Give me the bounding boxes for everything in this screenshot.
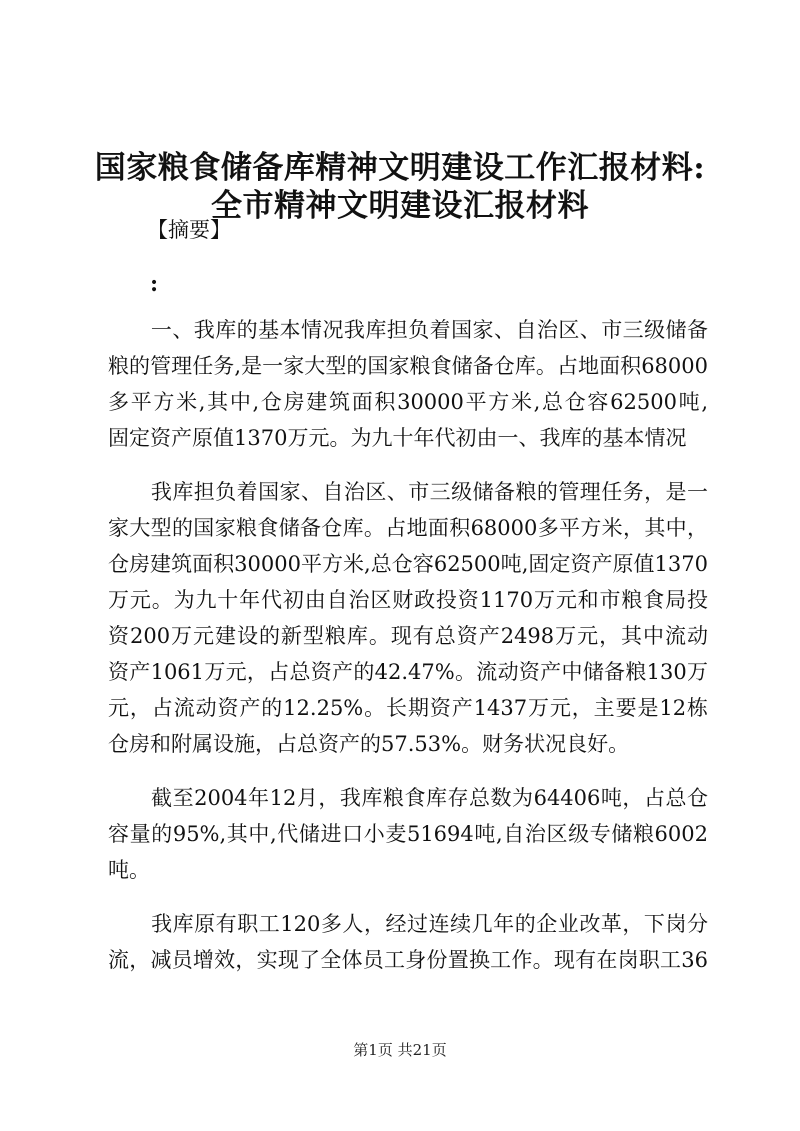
page-footer: 第1页 共21页: [353, 1041, 447, 1059]
body-line: 流，减员增效，实现了全体员工身份置换工作。现有在岗职工36: [108, 948, 708, 972]
body-line: 一、我库的基本情况我库担负着国家、自治区、市三级储备: [108, 318, 708, 342]
body-line: 仓房和附属设施，占总资产的57.53%。财务状况良好。: [108, 732, 630, 756]
body-line: 固定资产原值1370万元。为九十年代初由一、我库的基本情况: [108, 426, 687, 450]
body-line: 资200万元建设的新型粮库。现有总资产2498万元，其中流动: [108, 624, 708, 648]
body-line: 容量的95%,其中,代储进口小麦51694吨,自治区级专储粮6002: [108, 822, 708, 846]
body-line: 家大型的国家粮食储备仓库。占地面积68000多平方米，其中，: [108, 516, 708, 540]
abstract-colon: :: [150, 271, 159, 297]
body-line: 粮的管理任务,是一家大型的国家粮食储备仓库。占地面积68000: [108, 354, 708, 378]
body-line: 多平方米,其中,仓房建筑面积30000平方米,总仓容62500吨,: [108, 390, 708, 414]
body-line: 万元。为九十年代初由自治区财政投资1170万元和市粮食局投: [108, 588, 708, 612]
abstract-label: 【摘要】: [147, 218, 231, 242]
body-line: 资产1061万元，占总资产的42.47%。流动资产中储备粮130万: [108, 660, 708, 684]
body-line: 仓房建筑面积30000平方米,总仓容62500吨,固定资产原值1370: [108, 552, 708, 576]
document-title-line-1: 国家粮食储备库精神文明建设工作汇报材料:: [94, 150, 706, 186]
document-title-line-2: 全市精神文明建设汇报材料: [211, 188, 589, 224]
body-line: 我库原有职工120多人，经过连续几年的企业改革，下岗分: [108, 912, 708, 936]
body-line: 吨。: [108, 858, 150, 882]
body-line: 截至2004年12月，我库粮食库存总数为64406吨，占总仓: [108, 786, 708, 810]
body-line: 我库担负着国家、自治区、市三级储备粮的管理任务，是一: [108, 480, 708, 504]
body-line: 元，占流动资产的12.25%。长期资产1437万元，主要是12栋: [108, 696, 708, 720]
